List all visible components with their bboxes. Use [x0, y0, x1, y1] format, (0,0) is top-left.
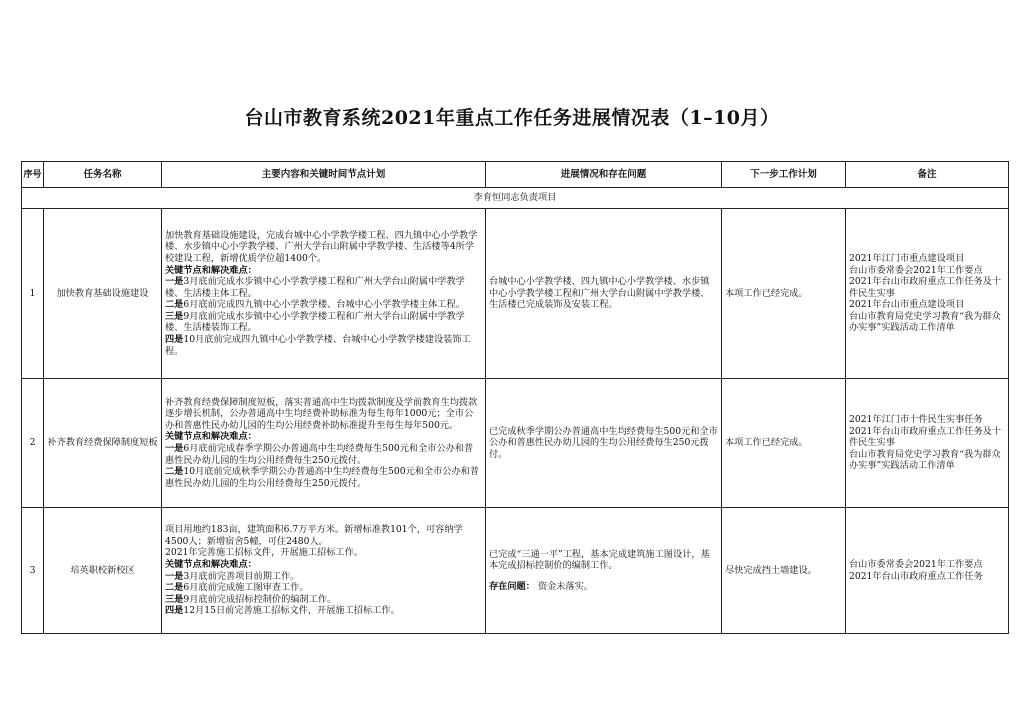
key-node-label: 一是: [165, 443, 184, 454]
header-progress: 进展情况和存在问题: [486, 162, 722, 188]
row-content: [162, 379, 486, 508]
task-table: [21, 161, 1009, 634]
row-remarks: [846, 379, 1009, 508]
key-node-label: 二是: [165, 299, 184, 311]
remark-item: 2021年台山市重点建设项目: [849, 299, 965, 311]
content-intro: 2021年完善施工招标文件，开展施工招标工作。: [165, 547, 363, 559]
header-content: 主要内容和关键时间节点计划: [162, 162, 486, 188]
row-progress: [486, 209, 722, 379]
row-seq: 2: [22, 379, 44, 508]
progress-gap: [489, 572, 718, 581]
key-node: [165, 571, 482, 583]
key-node-text: 6月底前完成春季学期公办普通高中生均经费每生500元和全市公办和普惠性民办幼儿园的生均公用经费每生250元拨付。: [165, 443, 474, 466]
key-node-label: 二是: [165, 582, 184, 594]
key-node-text: 3月底前完善项目前期工作。: [183, 570, 300, 582]
header-name: 任务名称: [44, 162, 162, 188]
key-node-label: 一是: [165, 276, 184, 288]
key-node-label: 三是: [165, 310, 184, 322]
progress-text: 台城中心小学教学楼、四九镇中心小学教学楼、水步镇中心小学教学楼工程和广州大学台山附属中学教学楼、生活楼已完成装饰及安装工程。: [489, 276, 710, 311]
key-node-label: 二是: [165, 466, 184, 478]
progress-issue: [489, 581, 718, 593]
key-node-text: 9月底前完成水步镇中心小学教学楼工程和广州大学台山附属中学教学楼、生活楼装饰工程。: [165, 310, 465, 334]
row-content: [162, 209, 486, 379]
key-node-label: 四是: [165, 605, 184, 617]
row-progress: [486, 508, 722, 634]
progress-text: 已完成秋季学期公办普通高中生均经费每生500元和全市公办和普惠性民办幼儿园的生均公用经费每生250元拨付。: [489, 425, 718, 460]
header-remark: 备注: [846, 162, 1009, 188]
row-task-name: 加快教育基础设施建设: [44, 209, 162, 379]
content-intro: 项目用地约183亩，建筑面积6.7万平方米。新增标准教101个，可容纳学4500人；新增宿舍5幢，可住2480人。: [165, 524, 463, 547]
issue-label: 存在问题：: [489, 580, 535, 592]
key-node: [165, 443, 482, 466]
key-node-text: 9月底前完成招标控制价的编制工作。: [183, 593, 337, 605]
key-node-text: 12月15日前完善施工招标文件，开展施工招标工作。: [183, 605, 400, 617]
key-node-label: 四是: [165, 334, 184, 346]
remark-item: 2021年台山市政府重点工作任务: [849, 570, 983, 582]
remark-item: 2021年江门市重点建设项目: [849, 252, 965, 264]
header-row: [22, 162, 1009, 188]
page-title: 台山市教育系统2021年重点工作任务进展情况表（1–10月）: [244, 107, 780, 129]
key-node: [165, 311, 482, 334]
row-content: [162, 508, 486, 634]
table-row: [22, 209, 1009, 379]
remark-item: 台山市委常委会2021年工作要点: [849, 264, 983, 276]
key-node-label: 三是: [165, 593, 184, 605]
section-row: [22, 188, 1009, 209]
key-node-label: 一是: [165, 570, 184, 582]
content-intro: 补齐教育经费保障制度短板，落实普通高中生均拨款制度及学前教育生均拨款逐步增长机制，公办普通高中生均经费补助标准为每生每年1000元；全市公办和普惠性民办幼儿园的生均公用经费补助标准提升至每生每年500元。: [165, 396, 478, 431]
key-node: [165, 594, 482, 606]
row-next-step: 尽快完成挡土墙建设。: [722, 508, 846, 634]
header-seq: 序号: [22, 162, 44, 188]
key-node-text: 3月底前完成水步镇中心小学教学楼工程和广州大学台山附属中学教学楼、生活楼主体工程。: [165, 276, 465, 299]
key-nodes-title: 关键节点和解决难点：: [165, 431, 257, 443]
row-next-step: 本项工作已经完成。: [722, 379, 846, 508]
issue-text: 资金未落实。: [534, 580, 593, 592]
key-node: [165, 605, 482, 617]
progress-text: 已完成“三通一平”工程，基本完成建筑施工图设计，基本完成招标控制价的编制工作。: [489, 548, 710, 572]
row-remarks: [846, 209, 1009, 379]
key-nodes-title: 关键节点和解决难点：: [165, 264, 257, 276]
key-node-text: 10月底前完成秋季学期公办普通高中生均经费每生500元和全市公办和普惠性民办幼儿园的生均公用经费每生250元拨付。: [165, 466, 480, 489]
key-node-text: 6月底前完成四九镇中心小学教学楼、台城中心小学教学楼主体工程。: [183, 299, 465, 311]
table-row: [22, 379, 1009, 508]
remark-item: 台山市教育局党史学习教育“我为群众办实事”实践活动工作清单: [849, 310, 1001, 334]
row-next-step: 本项工作已经完成。: [722, 209, 846, 379]
remark-item: 2021年江门市十件民生实事任务: [849, 414, 983, 426]
header-next: 下一步工作计划: [722, 162, 846, 188]
key-node: [165, 334, 482, 357]
row-task-name: 培英职校新校区: [44, 508, 162, 634]
row-progress: [486, 379, 722, 508]
remark-item: 台山市委常委会2021年工作要点: [849, 558, 983, 570]
remark-item: 台山市教育局党史学习教育“我为群众办实事”实践活动工作清单: [849, 448, 1001, 472]
row-remarks: [846, 508, 1009, 634]
remark-item: 2021年台山市政府重点工作任务及十件民生实事: [849, 425, 1002, 449]
key-node: [165, 299, 482, 311]
section-title: 李育恒同志负责项目: [22, 188, 1009, 209]
row-seq: 3: [22, 508, 44, 634]
key-node-text: 6月底前完成施工图审查工作。: [183, 582, 309, 594]
remark-item: 2021年台山市政府重点工作任务及十件民生实事: [849, 276, 1002, 299]
content-intro: 加快教育基础设施建设，完成台城中心小学教学楼工程、四九镇中心小学教学楼、水步镇中心小学教学楼、广州大学台山附属中学教学楼、生活楼等4所学校建设工程，新增优质学位超1400个。: [165, 229, 478, 264]
row-task-name: 补齐教育经费保障制度短板: [44, 379, 162, 508]
row-seq: 1: [22, 209, 44, 379]
key-nodes-title: 关键节点和解决难点：: [165, 558, 257, 570]
key-node: [165, 582, 482, 594]
table-row: [22, 508, 1009, 634]
key-node: [165, 276, 482, 299]
key-node: [165, 466, 482, 489]
key-node-text: 10月底前完成四九镇中心小学教学楼、台城中心小学教学楼建设装饰工程。: [165, 334, 471, 357]
